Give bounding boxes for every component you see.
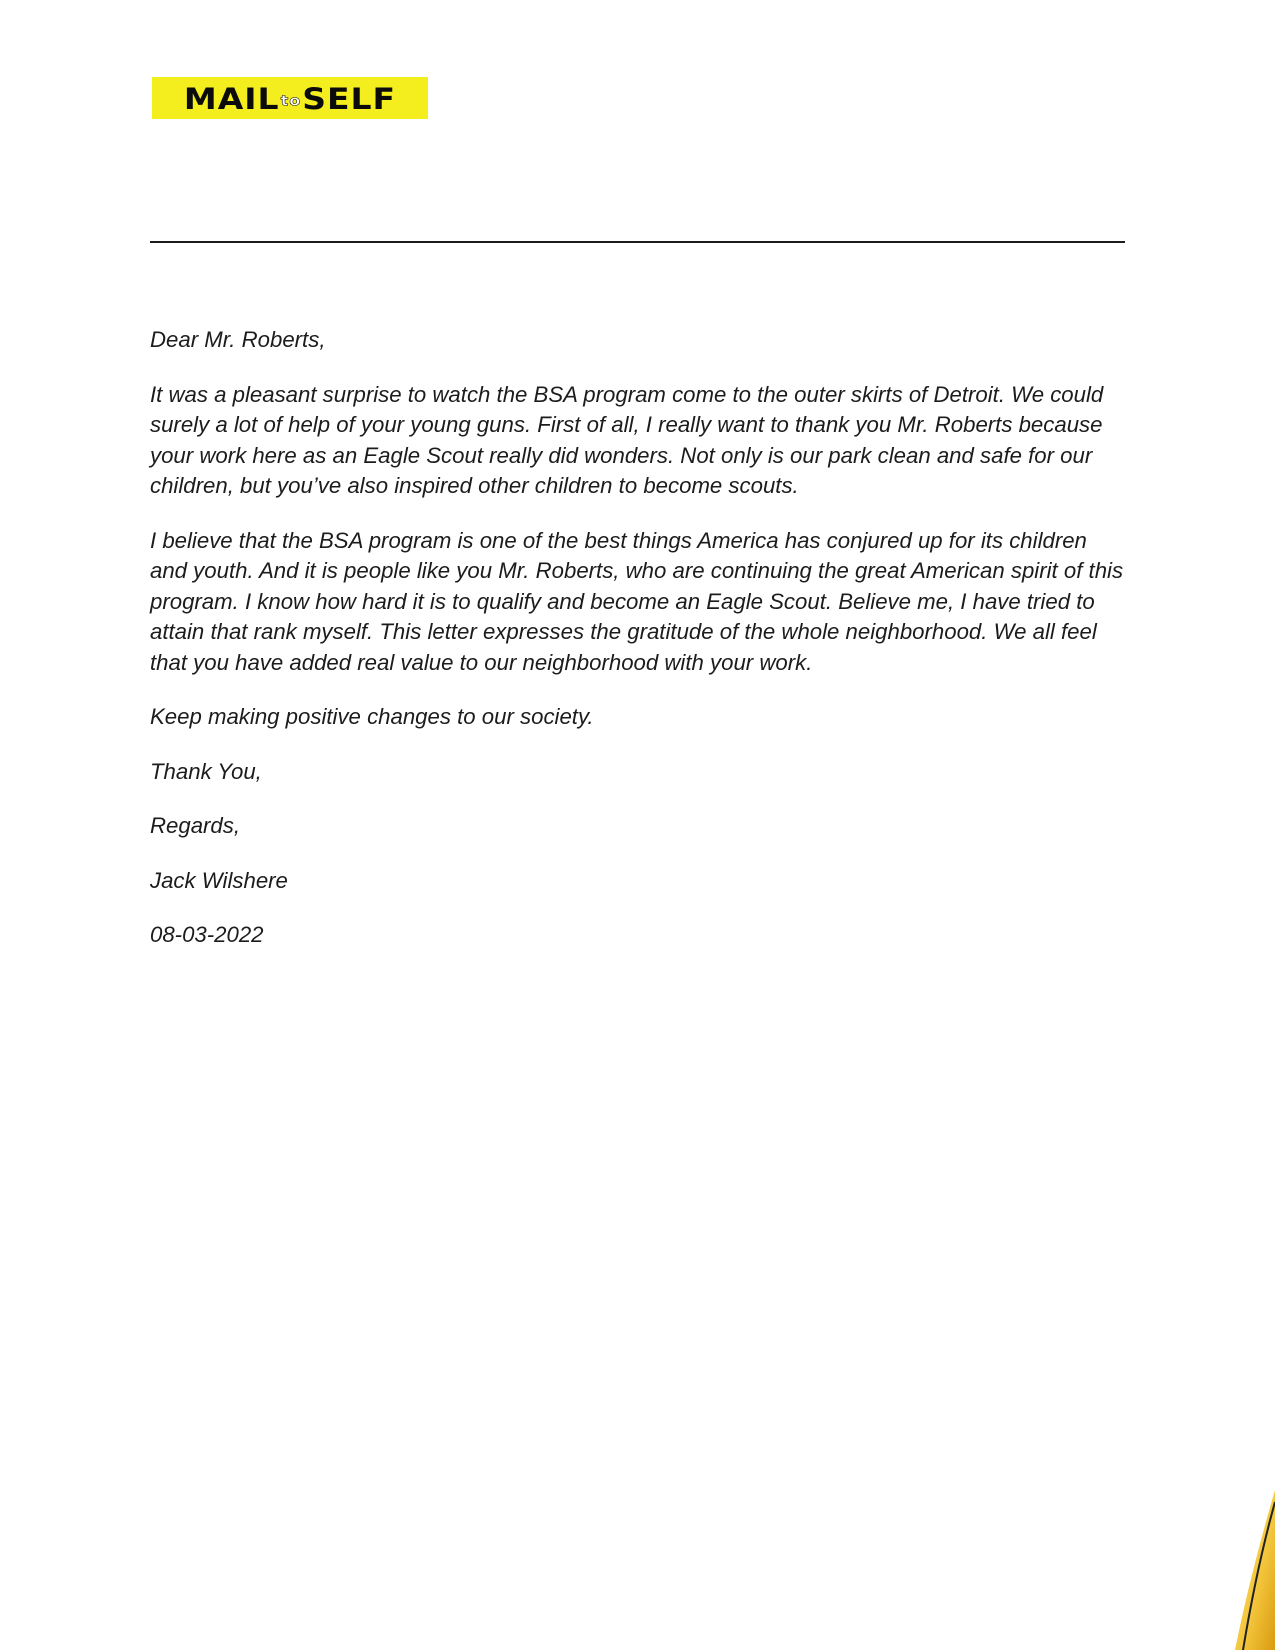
- letter-body: [150, 325, 1130, 975]
- logo-to-text: to: [280, 90, 302, 108]
- logo-mail-text: MAIL: [183, 80, 280, 116]
- thank-you-line: Thank You,: [150, 758, 262, 784]
- logo-wordmark: [183, 80, 397, 116]
- paragraph-1: It was a pleasant surprise to watch the BSA program come to the outer skirts of Detroit. We could surely a lot of help of your young guns. First of all, I really want to thank you Mr. Roberts because your work here as an Eagle Scout really did wonders. Not only is our park clean and safe for our children, but you’ve also inspired other children to become scouts.: [150, 381, 1104, 498]
- salutation: Dear Mr. Roberts,: [150, 327, 326, 352]
- paragraph-2: I believe that the BSA program is one of the best things America has conjured up for its children and youth. And it is people like you Mr. Roberts, who are continuing the great American spirit of this program. I know how hard it is to qualify and become an Eagle Scout. Believe me, I have tried to attain that rank myself. This letter expresses the gratitude of the whole neighborhood. We all feel that you have added real value to our neighborhood with your work.: [150, 527, 1124, 675]
- closing-line: Keep making positive changes to our society.: [150, 704, 594, 729]
- signer-name: Jack Wilshere: [150, 867, 288, 893]
- mail-to-self-logo: [152, 77, 428, 119]
- header-divider: [150, 241, 1125, 243]
- letter-date: 08-03-2022: [150, 922, 264, 947]
- regards-line: Regards,: [150, 813, 241, 838]
- corner-decoration: [1215, 1490, 1275, 1650]
- logo-self-text: SELF: [302, 80, 397, 116]
